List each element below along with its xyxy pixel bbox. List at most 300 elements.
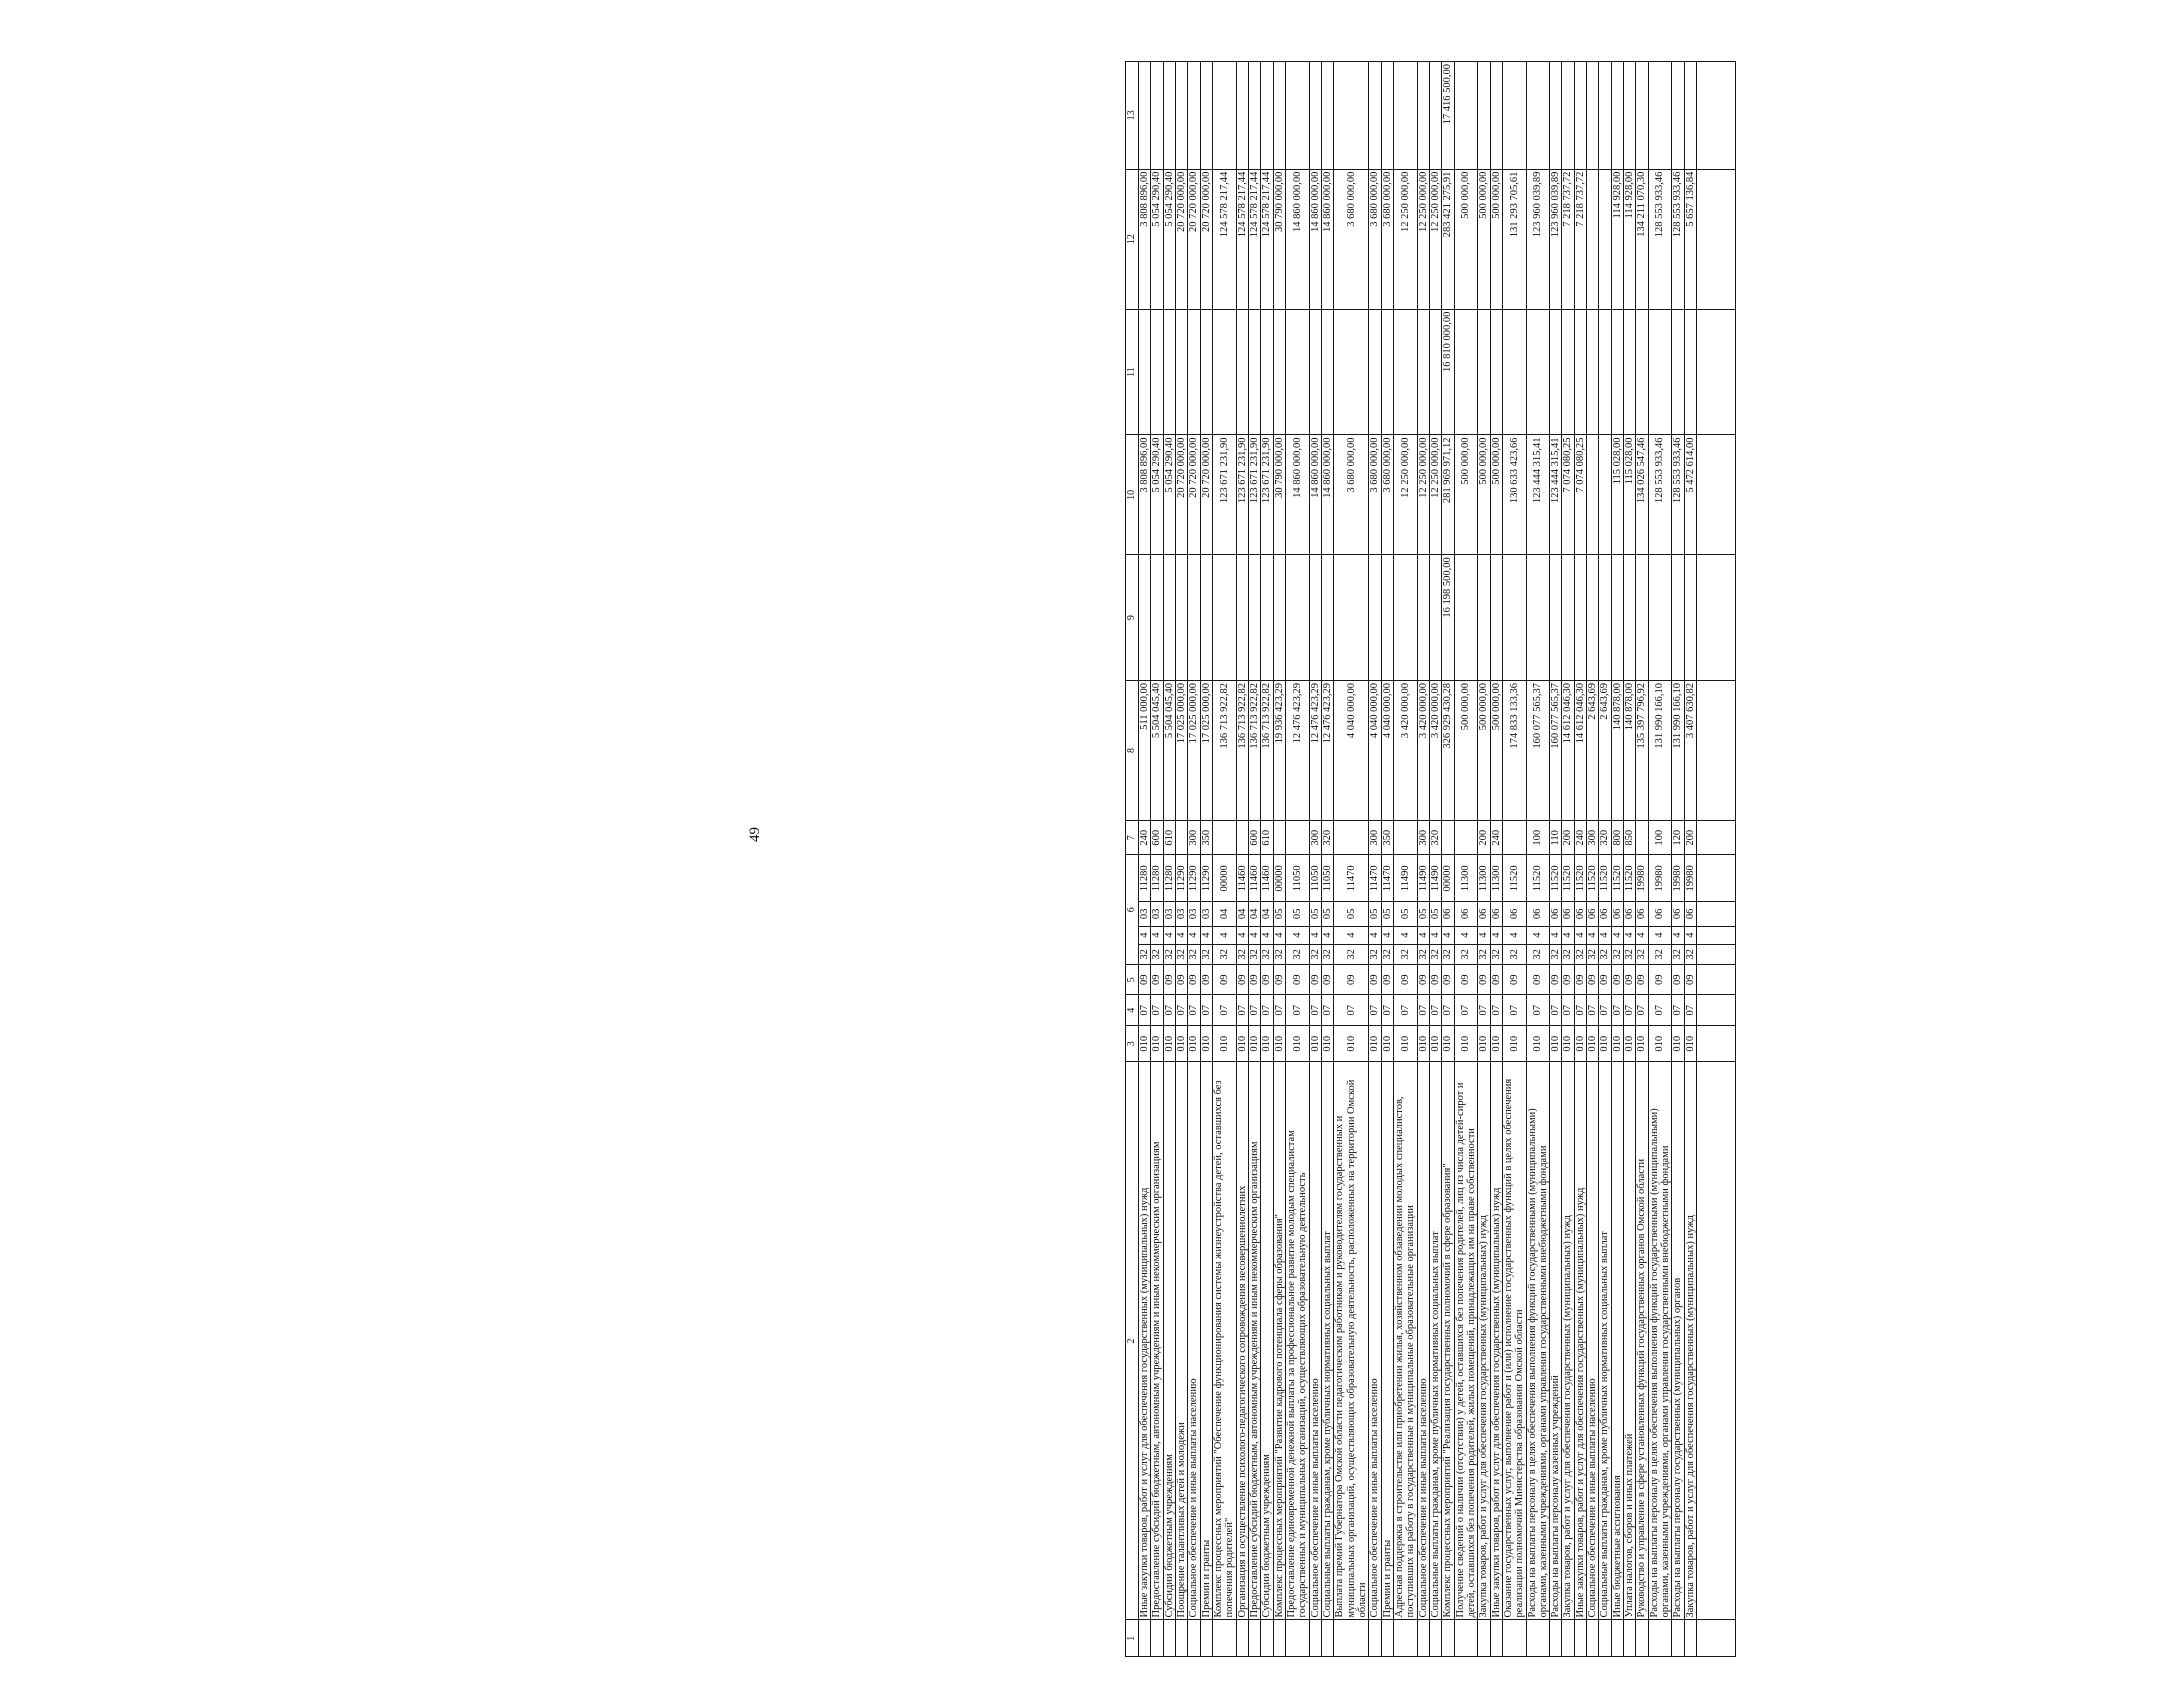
- amount-year1: 131 990 166,10: [1648, 681, 1672, 821]
- amount-year3-federal: [1309, 62, 1321, 170]
- amount-year1-federal: [1261, 555, 1273, 681]
- amount-year2: 115 028,00: [1611, 435, 1623, 555]
- amount-year3-federal: [1261, 62, 1273, 170]
- code-target-program: 32: [1151, 944, 1163, 964]
- code-section: 07: [1273, 995, 1285, 1025]
- code-target-type: 4: [1381, 926, 1393, 944]
- amount-year3: 20 720 000,00: [1200, 169, 1212, 309]
- amount-year1-federal: [1151, 555, 1163, 681]
- code-expense-type: [1236, 821, 1248, 855]
- row-name: Закупка товаров, работ и услуг для обеспечения государственных (муниципальных) нужд: [1478, 1062, 1490, 1620]
- row-name: Комплекс процессных мероприятий "Реализация государственных полномочий в сфере образования": [1442, 1062, 1454, 1620]
- amount-year1-federal: [1163, 555, 1175, 681]
- amount-year1: 17 025 000,00: [1188, 681, 1200, 821]
- code-gov: 010: [1624, 1025, 1636, 1062]
- row-name: Организация и осуществление психолого-педагогического сопровождения несовершеннолетних: [1236, 1062, 1248, 1620]
- code-gov: 010: [1587, 1025, 1599, 1062]
- amount-year3-federal: [1526, 62, 1550, 170]
- amount-year2-federal: [1550, 309, 1562, 435]
- amount-year2: 20 720 000,00: [1175, 435, 1187, 555]
- code-subsection: 09: [1381, 965, 1393, 995]
- code-target-direction: 00000: [1442, 855, 1454, 902]
- amount-year3: 12 250 000,00: [1393, 169, 1417, 309]
- code-subsection: 09: [1624, 965, 1636, 995]
- code-target-type: 4: [1200, 926, 1212, 944]
- table-row: [1309, 62, 1321, 1657]
- table-row: [1200, 62, 1212, 1657]
- code-subsection: 09: [1236, 965, 1248, 995]
- table-row: [1273, 62, 1285, 1657]
- code-target-program: 32: [1672, 944, 1684, 964]
- amount-year1-federal: [1417, 555, 1429, 681]
- row-name: Премии и гранты: [1381, 1062, 1393, 1620]
- code-expense-type: 610: [1163, 821, 1175, 855]
- amount-year2-federal: [1381, 309, 1393, 435]
- code-expense-type: [1454, 821, 1478, 855]
- table-row: [1261, 62, 1273, 1657]
- amount-year1: 136 713 922,82: [1248, 681, 1260, 821]
- leading-cell: [1273, 1620, 1285, 1657]
- empty-cell: [1697, 681, 1736, 821]
- code-section: 07: [1163, 995, 1175, 1025]
- code-target-complex: 05: [1417, 902, 1429, 926]
- code-target-program: 32: [1429, 944, 1441, 964]
- amount-year2: 20 720 000,00: [1188, 435, 1200, 555]
- code-target-direction: 11520: [1502, 855, 1526, 902]
- code-expense-type: 300: [1369, 821, 1381, 855]
- amount-year3-federal: [1429, 62, 1441, 170]
- code-target-direction: 11280: [1151, 855, 1163, 902]
- code-section: 07: [1478, 995, 1490, 1025]
- leading-cell: [1442, 1620, 1454, 1657]
- amount-year1: 12 476 423,29: [1321, 681, 1333, 821]
- code-target-complex: 05: [1273, 902, 1285, 926]
- amount-year3-federal: [1188, 62, 1200, 170]
- row-name: Уплата налогов, сборов и иных платежей: [1624, 1062, 1636, 1620]
- amount-year3-federal: [1562, 62, 1574, 170]
- amount-year1-federal: [1550, 555, 1562, 681]
- amount-year2-federal: [1490, 309, 1502, 435]
- code-gov: 010: [1369, 1025, 1381, 1062]
- leading-cell: [1139, 1620, 1151, 1657]
- amount-year3: 5 054 290,40: [1163, 169, 1175, 309]
- amount-year1-federal: [1175, 555, 1187, 681]
- code-target-complex: 06: [1648, 902, 1672, 926]
- amount-year1: 3 420 000,00: [1429, 681, 1441, 821]
- amount-year2-federal: [1163, 309, 1175, 435]
- code-target-direction: 11300: [1478, 855, 1490, 902]
- row-name: Социальное обеспечение и иные выплаты населению: [1587, 1062, 1599, 1620]
- code-section: 07: [1188, 995, 1200, 1025]
- table-row-empty: [1697, 62, 1736, 1657]
- code-target-complex: 06: [1562, 902, 1574, 926]
- amount-year3: 500 000,00: [1454, 169, 1478, 309]
- code-target-complex: 06: [1624, 902, 1636, 926]
- code-expense-type: [1334, 821, 1369, 855]
- leading-cell: [1672, 1620, 1684, 1657]
- amount-year3: 3 680 000,00: [1334, 169, 1369, 309]
- code-section: 07: [1587, 995, 1599, 1025]
- code-target-program: 32: [1611, 944, 1623, 964]
- leading-cell: [1587, 1620, 1599, 1657]
- code-target-direction: 11460: [1236, 855, 1248, 902]
- code-subsection: 09: [1574, 965, 1586, 995]
- amount-year1-federal: [1285, 555, 1309, 681]
- code-gov: 010: [1684, 1025, 1696, 1062]
- leading-cell: [1417, 1620, 1429, 1657]
- amount-year3-federal: [1200, 62, 1212, 170]
- amount-year3: 14 860 000,00: [1309, 169, 1321, 309]
- amount-year1: 136 713 922,82: [1236, 681, 1248, 821]
- table-row: [1587, 62, 1599, 1657]
- code-target-complex: 06: [1442, 902, 1454, 926]
- table-row: [1151, 62, 1163, 1657]
- code-target-type: 4: [1429, 926, 1441, 944]
- amount-year3-federal: 17 416 500,00: [1442, 62, 1454, 170]
- code-section: 07: [1369, 995, 1381, 1025]
- code-expense-type: 350: [1381, 821, 1393, 855]
- code-expense-type: [1636, 821, 1648, 855]
- amount-year3-federal: [1684, 62, 1696, 170]
- code-gov: 010: [1636, 1025, 1648, 1062]
- leading-cell: [1502, 1620, 1526, 1657]
- code-target-type: 4: [1175, 926, 1187, 944]
- amount-year3: 5 054 290,40: [1151, 169, 1163, 309]
- code-gov: 010: [1417, 1025, 1429, 1062]
- code-gov: 010: [1188, 1025, 1200, 1062]
- code-subsection: 09: [1188, 965, 1200, 995]
- table-row: [1321, 62, 1333, 1657]
- code-expense-type: 610: [1261, 821, 1273, 855]
- code-target-type: 4: [1442, 926, 1454, 944]
- row-name: Премии и гранты: [1200, 1062, 1212, 1620]
- code-expense-type: 240: [1139, 821, 1151, 855]
- amount-year2-federal: [1188, 309, 1200, 435]
- code-gov: 010: [1139, 1025, 1151, 1062]
- code-section: 07: [1526, 995, 1550, 1025]
- amount-year2: 5 054 290,40: [1163, 435, 1175, 555]
- code-target-direction: 11460: [1248, 855, 1260, 902]
- code-target-direction: 11470: [1369, 855, 1381, 902]
- code-target-direction: 19980: [1648, 855, 1672, 902]
- code-target-program: 32: [1273, 944, 1285, 964]
- amount-year2-federal: [1236, 309, 1248, 435]
- amount-year1: 135 397 796,92: [1636, 681, 1648, 821]
- leading-cell: [1648, 1620, 1672, 1657]
- table-row: [1381, 62, 1393, 1657]
- amount-year2: 130 633 423,66: [1502, 435, 1526, 555]
- code-gov: 010: [1175, 1025, 1187, 1062]
- code-section: 07: [1236, 995, 1248, 1025]
- code-target-complex: 05: [1393, 902, 1417, 926]
- amount-year3-federal: [1369, 62, 1381, 170]
- code-subsection: 09: [1478, 965, 1490, 995]
- amount-year3: 114 928,00: [1624, 169, 1636, 309]
- code-target-type: 4: [1624, 926, 1636, 944]
- code-target-complex: 06: [1684, 902, 1696, 926]
- amount-year2: 500 000,00: [1490, 435, 1502, 555]
- amount-year2: 30 790 000,00: [1273, 435, 1285, 555]
- leading-cell: [1321, 1620, 1333, 1657]
- code-target-direction: 11520: [1550, 855, 1562, 902]
- code-target-type: 4: [1562, 926, 1574, 944]
- amount-year3: 3 808 896,00: [1139, 169, 1151, 309]
- row-name: Комплекс процессных мероприятий "Развитие кадрового потенциала сферы образования": [1273, 1062, 1285, 1620]
- amount-year1-federal: [1562, 555, 1574, 681]
- code-section: 07: [1624, 995, 1636, 1025]
- code-target-program: 32: [1478, 944, 1490, 964]
- amount-year3-federal: [1236, 62, 1248, 170]
- code-target-program: 32: [1309, 944, 1321, 964]
- leading-cell: [1393, 1620, 1417, 1657]
- code-target-direction: 11490: [1417, 855, 1429, 902]
- code-expense-type: [1442, 821, 1454, 855]
- code-section: 07: [1381, 995, 1393, 1025]
- code-section: 07: [1200, 995, 1212, 1025]
- code-target-program: 32: [1490, 944, 1502, 964]
- code-target-program: 32: [1454, 944, 1478, 964]
- amount-year1-federal: [1648, 555, 1672, 681]
- table-row: [1442, 62, 1454, 1657]
- amount-year3-federal: [1574, 62, 1586, 170]
- leading-cell: [1309, 1620, 1321, 1657]
- row-name: Социальные выплаты гражданам, кроме публичных нормативных социальных выплат: [1429, 1062, 1441, 1620]
- table-row: [1562, 62, 1574, 1657]
- code-target-type: 4: [1417, 926, 1429, 944]
- amount-year3-federal: [1248, 62, 1260, 170]
- code-gov: 010: [1236, 1025, 1248, 1062]
- code-subsection: 09: [1636, 965, 1648, 995]
- code-section: 07: [1139, 995, 1151, 1025]
- amount-year2-federal: [1139, 309, 1151, 435]
- code-target-direction: 11290: [1188, 855, 1200, 902]
- header-cell: 10: [1126, 435, 1139, 555]
- code-target-complex: 06: [1490, 902, 1502, 926]
- code-target-direction: 11050: [1321, 855, 1333, 902]
- code-section: 07: [1321, 995, 1333, 1025]
- code-gov: 010: [1550, 1025, 1562, 1062]
- code-target-direction: 11300: [1454, 855, 1478, 902]
- code-subsection: 09: [1212, 965, 1236, 995]
- code-target-complex: 06: [1574, 902, 1586, 926]
- row-name: Выплата премий Губернатора Омской области педагогическим работникам и руководителям государственных и муниципальных организаций, осуществляющих образовательную деятельность, расположенных на территории Омской области: [1334, 1062, 1369, 1620]
- amount-year2-federal: [1636, 309, 1648, 435]
- code-expense-type: 350: [1200, 821, 1212, 855]
- leading-cell: [1611, 1620, 1623, 1657]
- amount-year3: 123 960 039,89: [1526, 169, 1550, 309]
- leading-cell: [1236, 1620, 1248, 1657]
- leading-cell: [1334, 1620, 1369, 1657]
- code-target-complex: 04: [1261, 902, 1273, 926]
- code-target-program: 32: [1321, 944, 1333, 964]
- code-target-type: 4: [1163, 926, 1175, 944]
- amount-year3: 7 218 737,72: [1574, 169, 1586, 309]
- amount-year3: 30 790 000,00: [1273, 169, 1285, 309]
- header-cell: 9: [1126, 555, 1139, 681]
- code-target-complex: 05: [1285, 902, 1309, 926]
- code-section: 07: [1248, 995, 1260, 1025]
- code-target-type: 4: [1261, 926, 1273, 944]
- code-subsection: 09: [1562, 965, 1574, 995]
- amount-year2-federal: [1261, 309, 1273, 435]
- code-expense-type: 600: [1248, 821, 1260, 855]
- empty-cell: [1697, 1062, 1736, 1620]
- code-target-type: 4: [1636, 926, 1648, 944]
- table-row: [1684, 62, 1696, 1657]
- amount-year3: 114 928,00: [1611, 169, 1623, 309]
- code-target-type: 4: [1550, 926, 1562, 944]
- amount-year2-federal: [1502, 309, 1526, 435]
- leading-cell: [1636, 1620, 1648, 1657]
- row-name: Предоставление субсидий бюджетным, автономным учреждениям и иным некоммерческим организациям: [1248, 1062, 1260, 1620]
- code-subsection: 09: [1261, 965, 1273, 995]
- amount-year1-federal: [1212, 555, 1236, 681]
- amount-year1: 2 643,69: [1599, 681, 1611, 821]
- table-row: [1611, 62, 1623, 1657]
- code-section: 07: [1611, 995, 1623, 1025]
- empty-cell: [1697, 902, 1736, 926]
- amount-year3: 12 250 000,00: [1429, 169, 1441, 309]
- amount-year1: 5 504 045,40: [1151, 681, 1163, 821]
- code-subsection: 09: [1648, 965, 1672, 995]
- empty-cell: [1697, 1025, 1736, 1062]
- row-name: Оказание государственных услуг, выполнение работ и (или) исполнение государственных функций в целях обеспечения реализации полномочий Министерства образования Омской области: [1502, 1062, 1526, 1620]
- amount-year2: 7 074 080,25: [1574, 435, 1586, 555]
- code-expense-type: 320: [1429, 821, 1441, 855]
- row-name: Иные закупки товаров, работ и услуг для обеспечения государственных (муниципальных) нужд: [1574, 1062, 1586, 1620]
- amount-year1-federal: [1139, 555, 1151, 681]
- code-section: 07: [1393, 995, 1417, 1025]
- code-target-type: 4: [1273, 926, 1285, 944]
- code-target-program: 32: [1139, 944, 1151, 964]
- amount-year1: 4 040 000,00: [1334, 681, 1369, 821]
- leading-cell: [1163, 1620, 1175, 1657]
- amount-year2-federal: [1587, 309, 1599, 435]
- row-name: Иные бюджетные ассигнования: [1611, 1062, 1623, 1620]
- amount-year3: 12 250 000,00: [1417, 169, 1429, 309]
- code-gov: 010: [1611, 1025, 1623, 1062]
- amount-year2: 12 250 000,00: [1417, 435, 1429, 555]
- code-target-program: 32: [1248, 944, 1260, 964]
- table-row: [1248, 62, 1260, 1657]
- table-row: [1334, 62, 1369, 1657]
- code-target-type: 4: [1454, 926, 1478, 944]
- code-subsection: 09: [1550, 965, 1562, 995]
- table-row: [1175, 62, 1187, 1657]
- row-name: Расходы на выплаты персоналу в целях обеспечения выполнения функций государственными (муниципальными) органами, казенными учреждениями, органами управления государственными внебюджетными фондами: [1648, 1062, 1672, 1620]
- amount-year1-federal: [1188, 555, 1200, 681]
- amount-year2: 5 054 290,40: [1151, 435, 1163, 555]
- code-target-complex: 04: [1248, 902, 1260, 926]
- code-target-direction: 11520: [1526, 855, 1550, 902]
- table-row: [1624, 62, 1636, 1657]
- code-subsection: 09: [1139, 965, 1151, 995]
- leading-cell: [1526, 1620, 1550, 1657]
- code-target-complex: 05: [1334, 902, 1369, 926]
- amount-year1: 500 000,00: [1478, 681, 1490, 821]
- code-expense-type: [1502, 821, 1526, 855]
- table-row: [1574, 62, 1586, 1657]
- amount-year2-federal: [1393, 309, 1417, 435]
- leading-cell: [1429, 1620, 1441, 1657]
- code-subsection: 09: [1684, 965, 1696, 995]
- code-target-direction: 11300: [1490, 855, 1502, 902]
- amount-year2-federal: [1599, 309, 1611, 435]
- amount-year1-federal: [1478, 555, 1490, 681]
- code-expense-type: [1273, 821, 1285, 855]
- amount-year2-federal: [1478, 309, 1490, 435]
- amount-year2: 123 671 231,90: [1261, 435, 1273, 555]
- amount-year2-federal: [1684, 309, 1696, 435]
- code-section: 07: [1550, 995, 1562, 1025]
- row-name: Закупка товаров, работ и услуг для обеспечения государственных (муниципальных) нужд: [1562, 1062, 1574, 1620]
- empty-cell: [1697, 169, 1736, 309]
- amount-year2-federal: [1321, 309, 1333, 435]
- code-subsection: 09: [1334, 965, 1369, 995]
- code-expense-type: 100: [1526, 821, 1550, 855]
- amount-year3: [1599, 169, 1611, 309]
- code-section: 07: [1429, 995, 1441, 1025]
- code-target-complex: 03: [1200, 902, 1212, 926]
- code-target-direction: 11490: [1393, 855, 1417, 902]
- code-subsection: 09: [1309, 965, 1321, 995]
- code-gov: 010: [1562, 1025, 1574, 1062]
- amount-year1: 5 504 045,40: [1163, 681, 1175, 821]
- leading-cell: [1248, 1620, 1260, 1657]
- code-section: 07: [1562, 995, 1574, 1025]
- amount-year3: 500 000,00: [1490, 169, 1502, 309]
- code-gov: 010: [1502, 1025, 1526, 1062]
- code-target-direction: 11490: [1429, 855, 1441, 902]
- row-name: Расходы на выплаты персоналу казенных учреждений: [1550, 1062, 1562, 1620]
- table-row: [1599, 62, 1611, 1657]
- amount-year2-federal: 16 810 000,00: [1442, 309, 1454, 435]
- row-name: Социальные выплаты гражданам, кроме публичных нормативных социальных выплат: [1599, 1062, 1611, 1620]
- code-target-program: 32: [1163, 944, 1175, 964]
- code-section: 07: [1490, 995, 1502, 1025]
- code-target-program: 32: [1261, 944, 1273, 964]
- code-target-complex: 06: [1550, 902, 1562, 926]
- amount-year1-federal: [1624, 555, 1636, 681]
- amount-year2: 128 553 933,46: [1672, 435, 1684, 555]
- amount-year2: 7 074 080,25: [1562, 435, 1574, 555]
- code-gov: 010: [1163, 1025, 1175, 1062]
- code-target-complex: 05: [1309, 902, 1321, 926]
- code-subsection: 09: [1163, 965, 1175, 995]
- table-row: [1636, 62, 1648, 1657]
- code-target-complex: 03: [1139, 902, 1151, 926]
- code-target-type: 4: [1490, 926, 1502, 944]
- code-expense-type: 240: [1574, 821, 1586, 855]
- amount-year3-federal: [1139, 62, 1151, 170]
- row-name: Адресная поддержка в строительстве или приобретении жилья, хозяйственном обзаведении молодых специалистов, поступивших на работу в государственные и муниципальные образовательные организации: [1393, 1062, 1417, 1620]
- code-expense-type: 600: [1151, 821, 1163, 855]
- code-subsection: 09: [1442, 965, 1454, 995]
- table-row: [1139, 62, 1151, 1657]
- amount-year2: 115 028,00: [1624, 435, 1636, 555]
- row-name: Социальные выплаты гражданам, кроме публичных нормативных социальных выплат: [1321, 1062, 1333, 1620]
- amount-year1: 19 936 423,29: [1273, 681, 1285, 821]
- amount-year1-federal: [1334, 555, 1369, 681]
- code-gov: 010: [1429, 1025, 1441, 1062]
- row-name: Предоставление единовременной денежной выплаты за профессиональное развитие молодым специалистам государственных и муниципальных организаций, осуществляющих образовательную деятельность: [1285, 1062, 1309, 1620]
- amount-year3: 128 553 933,46: [1672, 169, 1684, 309]
- code-section: 07: [1636, 995, 1648, 1025]
- code-expense-type: 300: [1587, 821, 1599, 855]
- code-expense-type: [1285, 821, 1309, 855]
- code-section: 07: [1684, 995, 1696, 1025]
- leading-cell: [1369, 1620, 1381, 1657]
